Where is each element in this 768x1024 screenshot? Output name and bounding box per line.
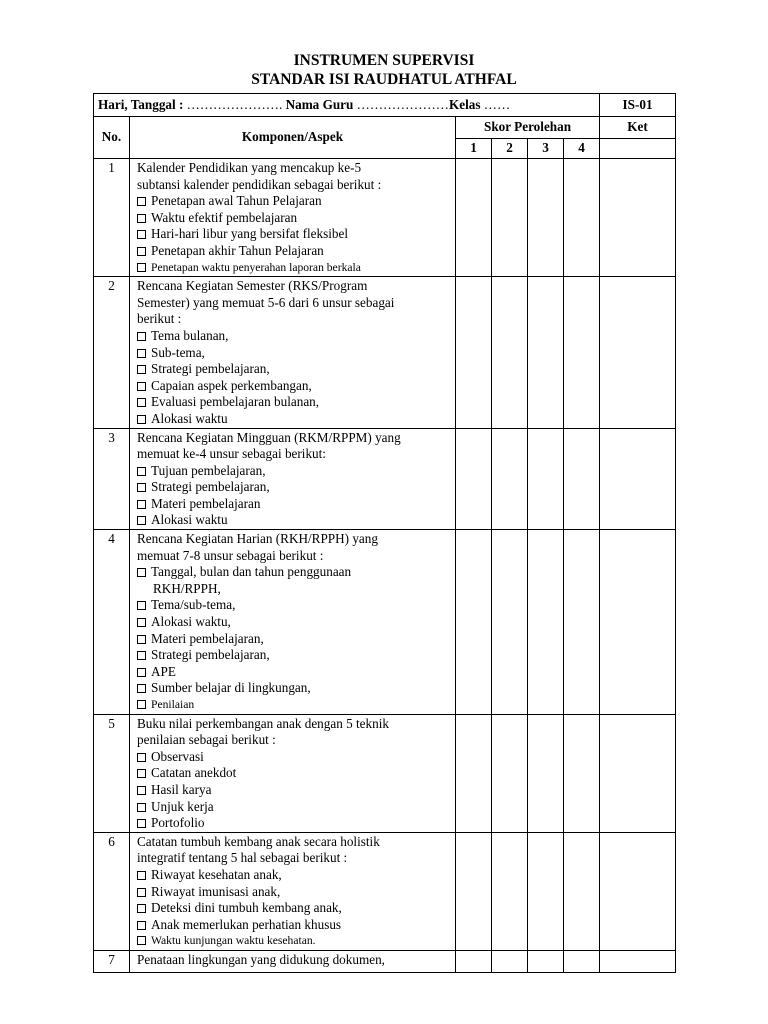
score-cell-1[interactable] (456, 159, 492, 277)
checklist-item-label: Alokasi waktu (151, 410, 228, 426)
score-cell-4[interactable] (564, 832, 600, 950)
checklist-item-label: Materi pembelajaran (151, 495, 261, 511)
checklist-item (137, 900, 452, 917)
checkbox-icon[interactable] (137, 871, 146, 880)
criteria-row (94, 950, 676, 972)
checkbox-icon[interactable] (137, 921, 146, 930)
row-number: 3 (94, 428, 130, 530)
checkbox-icon[interactable] (137, 365, 146, 374)
checkbox-icon[interactable] (137, 753, 146, 762)
checklist-item-label: Observasi (151, 748, 204, 764)
ket-cell[interactable] (600, 714, 676, 832)
score-cell-4[interactable] (564, 277, 600, 428)
checklist-item (137, 631, 452, 648)
checkbox-icon[interactable] (137, 516, 146, 525)
checklist-item-label: Capaian aspek perkembangan, (151, 377, 312, 393)
checklist-item (137, 647, 452, 664)
checklist-item (137, 614, 452, 631)
score-cell-3[interactable] (528, 950, 564, 972)
checkbox-icon[interactable] (137, 263, 146, 272)
checklist-item (137, 564, 452, 581)
col-header-ket: Ket (600, 117, 676, 139)
score-cell-2[interactable] (492, 714, 528, 832)
aspect-cell (130, 530, 456, 715)
checklist-item-label: Anak memerlukan perhatian khusus (151, 916, 342, 932)
checklist-item (137, 884, 452, 901)
score-cell-3[interactable] (528, 159, 564, 277)
checkbox-icon[interactable] (137, 398, 146, 407)
aspect-description: Rencana Kegiatan Semester (RKS/Program (137, 278, 368, 294)
checklist-item-label: Sub-tema, (151, 344, 205, 360)
row-number: 6 (94, 832, 130, 950)
checklist-item (137, 361, 452, 378)
checklist-item-label: Penilaian (151, 698, 195, 711)
checklist-item (137, 345, 452, 362)
checklist-item-label: Strategi pembelajaran, (151, 647, 270, 663)
ket-cell[interactable] (600, 950, 676, 972)
score-cell-4[interactable] (564, 714, 600, 832)
checklist-item-label: Waktu efektif pembelajaran (151, 209, 298, 225)
checklist-item (137, 479, 452, 496)
aspect-description: Semester) yang memuat 5-6 dari 6 unsur sebagai (137, 294, 395, 310)
aspect-cell (130, 277, 456, 428)
score-2-header: 2 (492, 139, 528, 159)
hari-tanggal-field[interactable]: …………………. (183, 96, 286, 112)
aspect-description: memuat ke-4 unsur sebagai berikut: (137, 446, 326, 462)
checklist-item (137, 749, 452, 766)
aspect-description: memuat 7-8 unsur sebagai berikut : (137, 547, 324, 563)
checkbox-icon[interactable] (137, 651, 146, 660)
checkbox-icon[interactable] (137, 332, 146, 341)
checkbox-icon[interactable] (137, 197, 146, 206)
score-1-header: 1 (456, 139, 492, 159)
checklist-item-label: Alokasi waktu (151, 512, 228, 528)
checkbox-icon[interactable] (137, 618, 146, 627)
supervision-table (93, 93, 676, 973)
ket-cell[interactable] (600, 530, 676, 715)
checklist-item-label: Deteksi dini tumbuh kembang anak, (151, 900, 342, 916)
checklist-item-label: Tanggal, bulan dan tahun penggunaan (151, 564, 352, 580)
header-info-cell (94, 94, 600, 117)
aspect-description: subtansi kalender pendidikan sebagai berikut : (137, 176, 382, 192)
score-cell-2[interactable] (492, 530, 528, 715)
checkbox-icon[interactable] (137, 936, 146, 945)
aspect-description: penilaian sebagai berikut : (137, 732, 276, 748)
checklist-item (137, 193, 452, 210)
checkbox-icon[interactable] (137, 786, 146, 795)
document-title-line2: STANDAR ISI RAUDHATUL ATHFAL (251, 71, 517, 88)
checkbox-icon[interactable] (137, 247, 146, 256)
checklist-item-label: Hasil karya (151, 781, 212, 797)
checklist-item-label: Penetapan awal Tahun Pelajaran (151, 193, 322, 209)
checkbox-icon[interactable] (137, 415, 146, 424)
checkbox-icon[interactable] (137, 483, 146, 492)
checklist-item (137, 496, 452, 513)
row-number: 1 (94, 159, 130, 277)
checklist-item (137, 328, 452, 345)
aspect-description: Buku nilai perkembangan anak dengan 5 teknik (137, 715, 389, 731)
checkbox-icon[interactable] (137, 230, 146, 239)
checklist-item (137, 243, 452, 260)
checkbox-icon[interactable] (137, 904, 146, 913)
nama-guru-field[interactable]: ………………… (353, 96, 449, 112)
aspect-description: Penataan lingkungan yang didukung dokumen, (137, 951, 385, 967)
aspect-description: Catatan tumbuh kembang anak secara holistik (137, 833, 380, 849)
document-title-line1: INSTRUMEN SUPERVISI (293, 52, 475, 69)
checkbox-icon[interactable] (137, 601, 146, 610)
kelas-label: Kelas (448, 96, 481, 112)
score-cell-4[interactable] (564, 428, 600, 530)
checklist-item (137, 680, 452, 697)
row-number: 2 (94, 277, 130, 428)
checklist-item (137, 210, 452, 227)
checklist-item (137, 815, 452, 832)
checklist-item (137, 463, 452, 480)
checklist-item (137, 394, 452, 411)
checklist-item (137, 597, 452, 614)
checklist-item (137, 411, 452, 428)
checklist-item (137, 917, 452, 934)
kelas-field[interactable]: …… (480, 96, 511, 112)
checklist-item-label: Tema bulanan, (151, 327, 229, 343)
score-cell-3[interactable] (528, 428, 564, 530)
ket-cell[interactable] (600, 277, 676, 428)
checkbox-icon[interactable] (137, 635, 146, 644)
score-cell-3[interactable] (528, 530, 564, 715)
criteria-row (94, 832, 676, 950)
row-number: 5 (94, 714, 130, 832)
checklist-item (137, 933, 452, 950)
col-header-aspect: Komponen/Aspek (130, 117, 456, 159)
checklist-item (137, 867, 452, 884)
checklist-item-label: Strategi pembelajaran, (151, 361, 270, 377)
checklist-item (137, 378, 452, 395)
criteria-row (94, 428, 676, 530)
checklist-item (137, 260, 452, 277)
checklist-item (137, 765, 452, 782)
checkbox-icon[interactable] (137, 568, 146, 577)
score-cell-4[interactable] (564, 530, 600, 715)
checklist-item-label: Strategi pembelajaran, (151, 479, 270, 495)
column-header-row (94, 117, 676, 139)
checklist-item (137, 799, 452, 816)
criteria-row (94, 530, 676, 715)
score-cell-3[interactable] (528, 832, 564, 950)
aspect-cell (130, 832, 456, 950)
checkbox-icon[interactable] (137, 500, 146, 509)
ket-cell[interactable] (600, 428, 676, 530)
checklist-item-label: Penetapan akhir Tahun Pelajaran (151, 242, 324, 258)
aspect-description: berikut : (137, 311, 182, 327)
checklist-item-label: APE (151, 663, 176, 679)
row-number: 7 (94, 950, 130, 972)
aspect-description: Rencana Kegiatan Harian (RKH/RPPH) yang (137, 531, 378, 547)
score-cell-4[interactable] (564, 159, 600, 277)
checkbox-icon[interactable] (137, 382, 146, 391)
checklist-item (137, 782, 452, 799)
score-cell-2[interactable] (492, 277, 528, 428)
checklist-item (137, 664, 452, 681)
criteria-row (94, 277, 676, 428)
checklist-item-label: Portofolio (151, 815, 205, 831)
score-cell-2[interactable] (492, 832, 528, 950)
checkbox-icon[interactable] (137, 684, 146, 693)
checkbox-icon[interactable] (137, 700, 146, 709)
score-cell-2[interactable] (492, 950, 528, 972)
checklist-item-label: Riwayat kesehatan anak, (151, 866, 282, 882)
score-4-header: 4 (564, 139, 600, 159)
checklist-item (137, 512, 452, 529)
checkbox-icon[interactable] (137, 349, 146, 358)
instrument-code: IS-01 (600, 94, 676, 117)
checkbox-icon[interactable] (137, 214, 146, 223)
aspect-description: integratif tentang 5 hal sebagai berikut : (137, 850, 348, 866)
score-cell-1[interactable] (456, 714, 492, 832)
checkbox-icon[interactable] (137, 769, 146, 778)
criteria-row (94, 159, 676, 277)
criteria-row (94, 714, 676, 832)
row-number: 4 (94, 530, 130, 715)
checkbox-icon[interactable] (137, 668, 146, 677)
ket-cell[interactable] (600, 832, 676, 950)
checklist-item-label: Tujuan pembelajaran, (151, 462, 266, 478)
checklist-item (137, 226, 452, 243)
score-cell-4[interactable] (564, 950, 600, 972)
ket-cell[interactable] (600, 159, 676, 277)
aspect-description: Rencana Kegiatan Mingguan (RKM/RPPM) yang (137, 429, 401, 445)
score-cell-2[interactable] (492, 159, 528, 277)
checkbox-icon[interactable] (137, 819, 146, 828)
score-cell-3[interactable] (528, 714, 564, 832)
score-cell-2[interactable] (492, 428, 528, 530)
hari-tanggal-label: Hari, Tanggal : (98, 96, 184, 112)
checklist-item-label: Hari-hari libur yang bersifat fleksibel (151, 226, 349, 242)
checkbox-icon[interactable] (137, 467, 146, 476)
header-info-row (94, 94, 676, 117)
score-cell-1[interactable] (456, 832, 492, 950)
score-cell-3[interactable] (528, 277, 564, 428)
checkbox-icon[interactable] (137, 888, 146, 897)
aspect-description: Kalender Pendidikan yang mencakup ke-5 (137, 160, 362, 175)
checkbox-icon[interactable] (137, 803, 146, 812)
checklist-item-label: Materi pembelajaran, (151, 630, 264, 646)
nama-guru-label: Nama Guru (285, 96, 354, 112)
checklist-item-continuation: RKH/RPPH, (153, 580, 221, 596)
checklist-item-label: Riwayat imunisasi anak, (151, 883, 281, 899)
checklist-item-label: Evaluasi pembelajaran bulanan, (151, 394, 320, 410)
aspect-cell (130, 159, 456, 277)
checklist-item-label: Unjuk kerja (151, 798, 214, 814)
checklist-item-label: Penetapan waktu penyerahan laporan berkala (151, 260, 361, 274)
score-3-header: 3 (528, 139, 564, 159)
score-cell-1[interactable] (456, 277, 492, 428)
score-cell-1[interactable] (456, 530, 492, 715)
score-cell-1[interactable] (456, 950, 492, 972)
ket-header-blank (600, 139, 676, 159)
checklist-item-label: Tema/sub-tema, (151, 597, 236, 613)
checklist-item-label: Waktu kunjungan waktu kesehatan. (151, 934, 316, 948)
col-header-no: No. (94, 117, 130, 159)
checklist-item (137, 697, 452, 714)
aspect-cell (130, 950, 456, 972)
checklist-item-label: Catatan anekdot (151, 765, 237, 781)
aspect-cell (130, 428, 456, 530)
score-cell-1[interactable] (456, 428, 492, 530)
aspect-cell (130, 714, 456, 832)
checklist-item-label: Alokasi waktu, (151, 614, 231, 630)
checklist-item-label: Sumber belajar di lingkungan, (151, 680, 311, 696)
col-header-score: Skor Perolehan (456, 117, 600, 139)
